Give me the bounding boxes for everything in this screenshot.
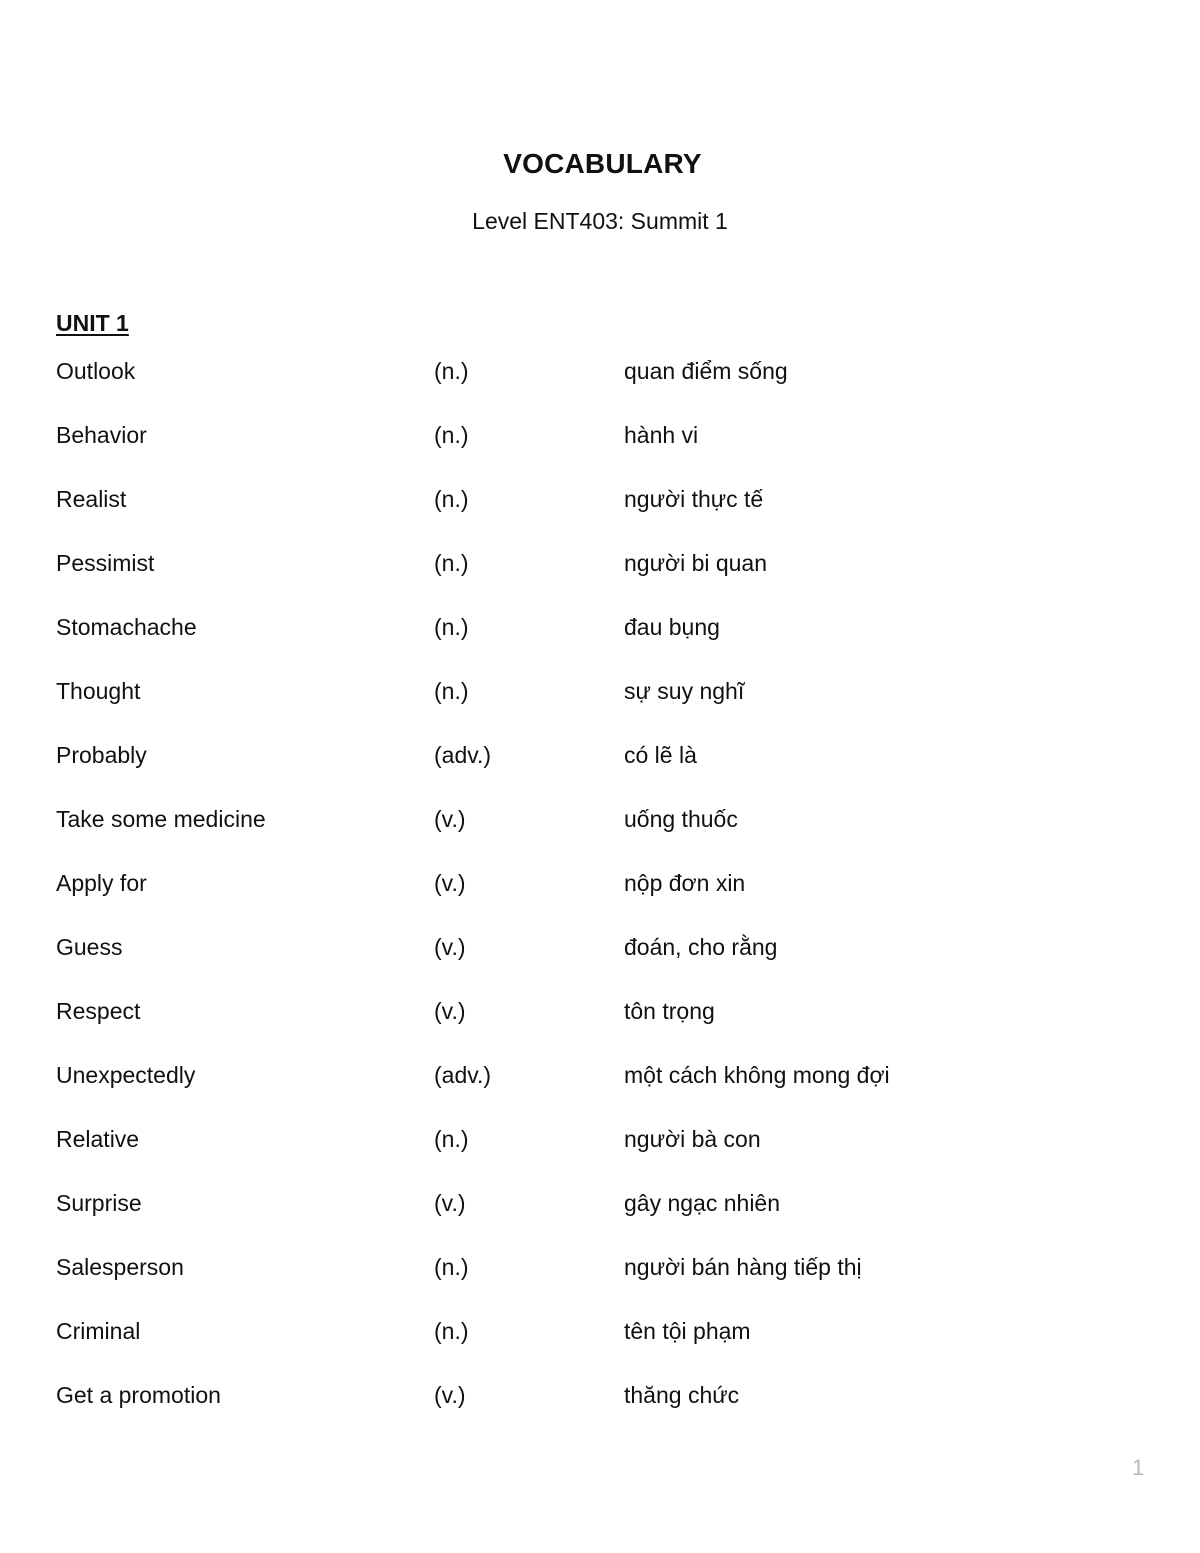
vocab-meaning: người bà con [624, 1126, 761, 1152]
vocab-meaning: nộp đơn xin [624, 870, 746, 896]
vocab-row [56, 486, 1056, 550]
vocab-row [56, 1190, 1056, 1254]
vocab-row [56, 998, 1056, 1062]
vocab-row [56, 934, 1056, 998]
vocab-row [56, 806, 1056, 870]
vocab-row [56, 1062, 1056, 1126]
page-number: 1 [1132, 1455, 1145, 1480]
vocab-part-of-speech: (n.) [434, 422, 469, 448]
vocab-meaning: một cách không mong đợi [624, 1062, 890, 1088]
vocab-meaning: tên tội phạm [624, 1318, 751, 1344]
vocab-row [56, 614, 1056, 678]
vocab-meaning: quan điểm sống [624, 358, 788, 384]
vocab-word: Criminal [56, 1318, 141, 1344]
vocab-meaning: tôn trọng [624, 998, 715, 1024]
vocab-part-of-speech: (v.) [434, 1382, 466, 1408]
vocab-word: Probably [56, 742, 147, 768]
vocab-word: Take some medicine [56, 806, 266, 832]
vocab-word: Surprise [56, 1190, 142, 1216]
vocab-row [56, 1126, 1056, 1190]
vocabulary-list [56, 358, 1056, 1446]
vocab-word: Outlook [56, 358, 136, 384]
vocab-part-of-speech: (n.) [434, 550, 469, 576]
vocab-part-of-speech: (v.) [434, 934, 466, 960]
vocab-meaning: đoán, cho rằng [624, 934, 778, 960]
vocab-meaning: người thực tế [624, 486, 764, 512]
vocab-part-of-speech: (n.) [434, 358, 469, 384]
vocab-word: Get a promotion [56, 1382, 221, 1408]
vocab-meaning: người bi quan [624, 550, 768, 576]
vocab-part-of-speech: (n.) [434, 614, 469, 640]
vocab-meaning: người bán hàng tiếp thị [624, 1254, 862, 1280]
vocab-row [56, 1254, 1056, 1318]
vocab-row [56, 1382, 1056, 1446]
vocab-word: Relative [56, 1126, 140, 1152]
vocab-meaning: hành vi [624, 422, 699, 448]
vocab-row [56, 358, 1056, 422]
vocab-word: Apply for [56, 870, 147, 896]
vocab-word: Stomachache [56, 614, 197, 640]
document-subtitle: Level ENT403: Summit 1 [472, 208, 728, 234]
vocab-word: Unexpectedly [56, 1062, 196, 1088]
vocab-part-of-speech: (v.) [434, 1190, 466, 1216]
vocab-row [56, 550, 1056, 614]
vocab-part-of-speech: (n.) [434, 486, 469, 512]
vocab-part-of-speech: (adv.) [434, 742, 492, 768]
vocab-word: Pessimist [56, 550, 155, 576]
vocab-meaning: thăng chức [624, 1382, 740, 1408]
vocab-word: Behavior [56, 422, 147, 448]
unit-heading: UNIT 1 [56, 310, 129, 336]
vocab-part-of-speech: (n.) [434, 1126, 469, 1152]
vocab-part-of-speech: (n.) [434, 1318, 469, 1344]
vocab-part-of-speech: (v.) [434, 870, 466, 896]
document-title: VOCABULARY [503, 148, 702, 179]
vocab-meaning: có lẽ là [624, 742, 697, 768]
vocab-part-of-speech: (v.) [434, 998, 466, 1024]
vocab-part-of-speech: (v.) [434, 806, 466, 832]
vocab-row [56, 422, 1056, 486]
vocab-meaning: uống thuốc [624, 806, 738, 832]
vocab-word: Thought [56, 678, 141, 704]
vocab-word: Salesperson [56, 1254, 184, 1280]
vocab-row [56, 742, 1056, 806]
vocab-row [56, 678, 1056, 742]
vocab-meaning: đau bụng [624, 614, 720, 640]
vocab-word: Respect [56, 998, 141, 1024]
vocab-part-of-speech: (n.) [434, 1254, 469, 1280]
vocab-part-of-speech: (adv.) [434, 1062, 492, 1088]
vocab-row [56, 1318, 1056, 1382]
vocab-part-of-speech: (n.) [434, 678, 469, 704]
vocab-meaning: sự suy nghĩ [624, 678, 745, 704]
vocab-word: Guess [56, 934, 123, 960]
vocab-meaning: gây ngạc nhiên [624, 1190, 781, 1216]
vocab-row [56, 870, 1056, 934]
vocab-word: Realist [56, 486, 127, 512]
